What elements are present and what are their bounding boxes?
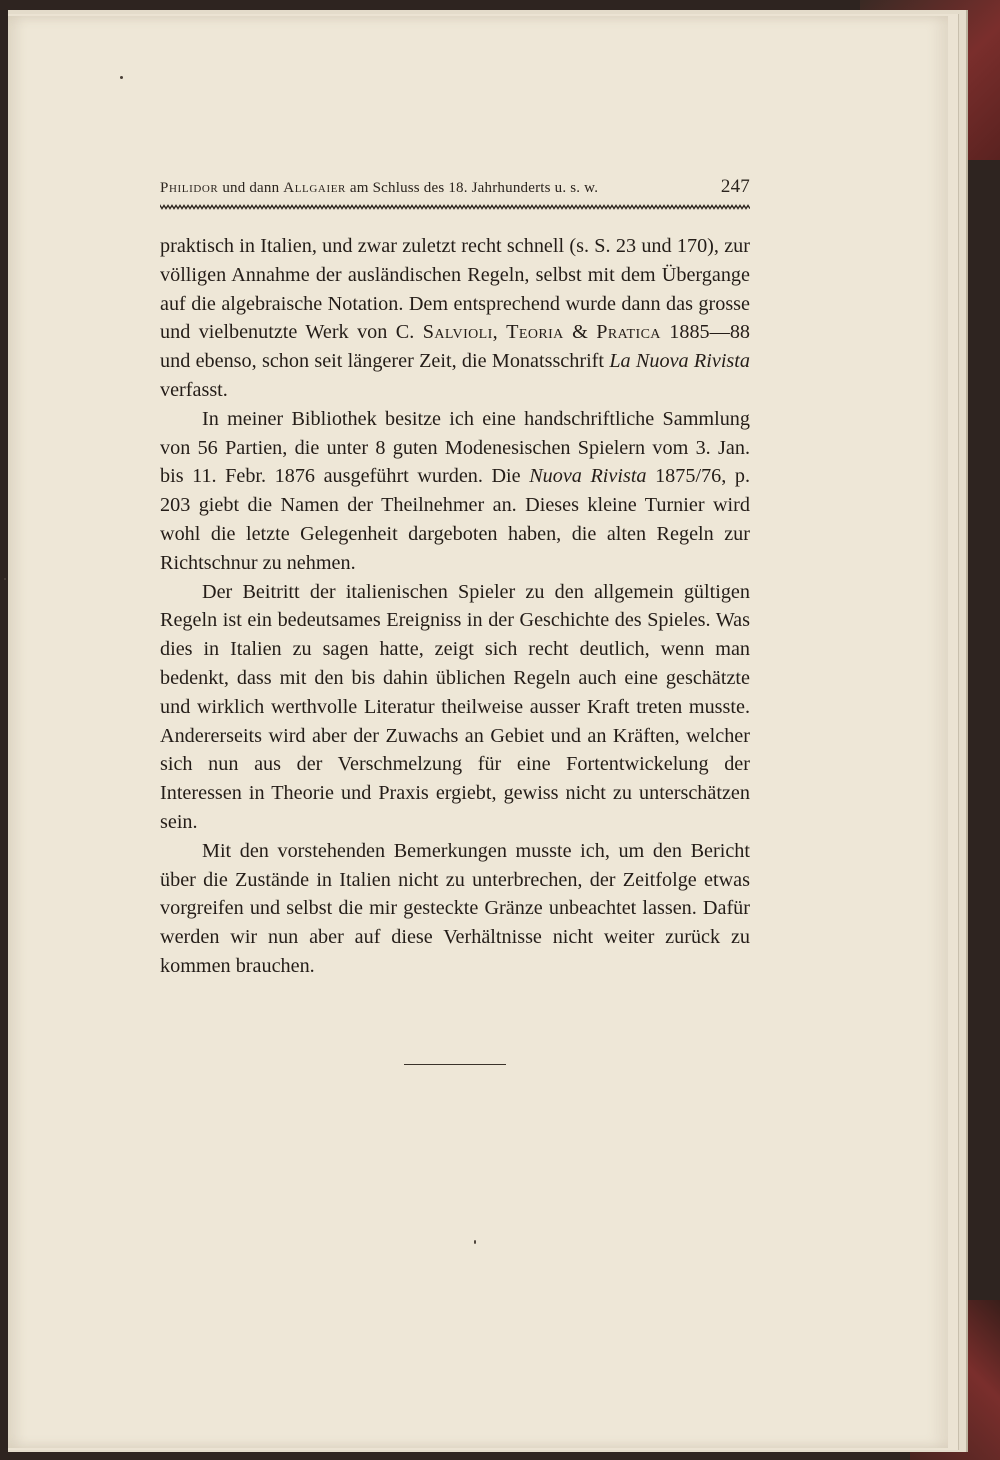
text-segment: Mit den vorstehenden Bemerkungen musste ich, um den Bericht über die Zustände in Italien nicht zu unterbrechen, der Zeitfolge etwas vorgreifen und selbst die mir gesteckte Gränze unbeachtet lassen. Dafür werden wir nun aber auf diese Verhältnisse nicht weiter zurück zu kommen brauchen. — [160, 839, 750, 977]
text-segment: praktisch in Italien, und zwar zuletzt recht schnell (s. S. 23 und 170), zur völligen Annahme der ausländischen Regeln, selbst mit dem Übergange auf die algebraische Notation. Dem entsprechend wurde dann das grosse und vielbenutzte Werk von C. — [160, 235, 750, 344]
text-segment: 1885—88 und ebenso, schon seit längerer Zeit, die Monatsschrift — [160, 321, 751, 373]
running-head-name-philidor: Philidor — [160, 180, 219, 196]
text-segment: Der Beitritt der italienischen Spieler zu den allgemein gültigen Regeln ist ein bedeutsames Ereigniss in der Geschichte des Spieles. Was dies in Italien zu sagen hatte, zeigt sich recht deutlich, wenn man bedenkt, dass mit den bis dahin üblichen Regeln auch eine geschätzte und wirklich werthvolle Literatur theilweise ausser Kraft treten musste. Andererseits wird aber der Zuwachs an Gebiet und an Kräften, welcher sich nun aus der Verschmelzung für eine Fortentwickelung der Interessen in Theorie und Praxis ergiebt, gewiss nicht zu unterschätzen sein. — [160, 580, 750, 833]
paragraph — [160, 232, 750, 405]
running-head-name-allgaier: Allgaier — [283, 180, 346, 196]
text-segment: Teoria — [506, 321, 564, 344]
page-number: 247 — [720, 176, 750, 197]
paper-speck — [120, 76, 123, 79]
running-head-text-2: am Schluss des 18. Jahrhunderts u. s. w. — [349, 180, 599, 196]
paragraph — [160, 405, 750, 578]
wavy-header-rule — [160, 204, 750, 210]
paper-speck — [474, 1240, 476, 1244]
running-head — [160, 176, 750, 200]
text-segment: Pratica — [596, 321, 661, 344]
body-text — [160, 232, 750, 981]
text-segment: 1875/76, p. 203 giebt die Namen der Theilnehmer an. Dieses kleine Turnier wird wohl die letzte Gelegenheit dargeboten haben, die alten Regeln zur Richtschnur zu nehmen. — [160, 465, 750, 574]
running-head-title — [160, 180, 598, 197]
text-segment: verfasst. — [160, 378, 228, 401]
running-head-text-1: und dann — [222, 180, 280, 196]
text-segment: , — [492, 321, 507, 344]
section-end-rule — [404, 1064, 506, 1065]
text-segment: & — [563, 321, 597, 344]
paper-speck — [4, 578, 6, 580]
paragraph — [160, 578, 750, 837]
text-segment: Salvioli — [422, 321, 493, 344]
text-segment: Nuova Rivista — [529, 465, 647, 488]
paragraph — [160, 837, 750, 981]
text-segment: La Nuova Rivista — [609, 350, 750, 373]
text-segment: In meiner Bibliothek besitze ich eine handschriftliche Sammlung von 56 Partien, die unter 8 guten Modenesischen Spielern vom 3. Jan. bis 11. Febr. 1876 ausgeführt wurden. Die — [160, 407, 750, 488]
